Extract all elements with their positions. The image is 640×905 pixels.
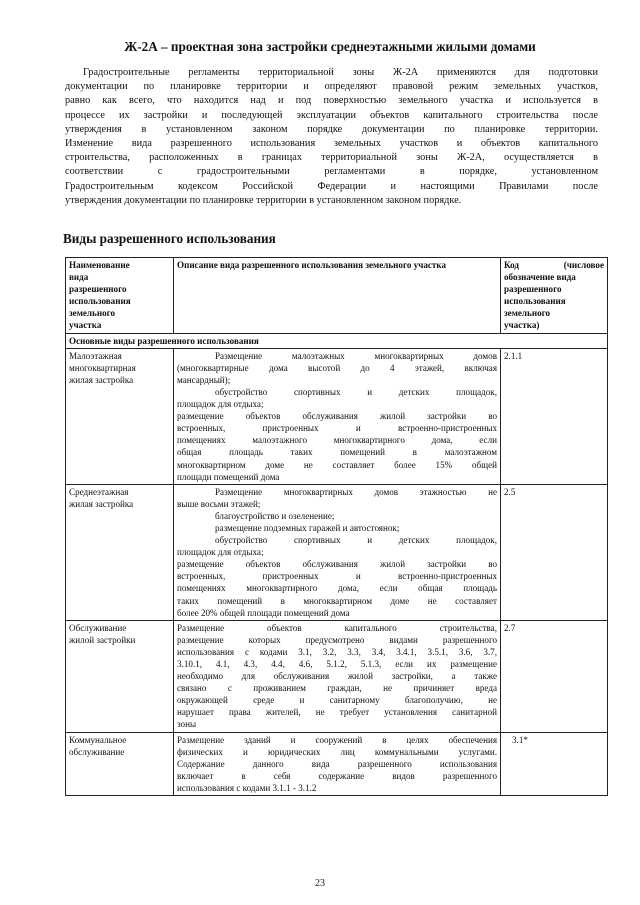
use-name-line: многоквартирная — [69, 362, 136, 373]
description-line: многоквартирном доме не составляет более 15% общей — [177, 459, 497, 470]
description-line: Размещение малоэтажных многоквартирных домов — [215, 350, 497, 361]
description-line: нарушает права жителей, не требует установления санитарной — [177, 707, 497, 718]
use-description-cell — [174, 484, 501, 620]
description-line: встроенных, пристроенных и встроенно-пристроенных — [177, 571, 497, 582]
use-code-cell — [501, 348, 608, 484]
description-line: помещениях многоквартирного дома, если общая площадь — [177, 583, 497, 594]
header-use-name-line: Наименование — [69, 260, 130, 270]
description-line: выше восьми этажей; — [177, 498, 261, 509]
description-line: обустройство спортивных и детских площадок, — [215, 386, 497, 397]
header-code-line: использования — [504, 296, 566, 307]
table-row — [66, 620, 608, 732]
description-line: размещение которых предусмотрено видами разрешенного — [177, 634, 497, 645]
intro-line: соответствии с градостроительными регламентами в порядке, установленном — [65, 166, 598, 178]
use-name-cell — [66, 484, 174, 620]
description-line: физических и юридических лиц коммунальными услугами. — [177, 746, 497, 757]
description-line: площади помещений дома — [177, 471, 280, 482]
header-code-line: обозначение вида — [504, 272, 576, 283]
header-description: Описание вида разрешенного использования земельного участка — [174, 258, 501, 334]
header-code-line: разрешенного — [504, 284, 562, 295]
intro-line: Изменение вида разрешенного использования земельных участков и объектов капитального — [65, 138, 598, 150]
description-line: площадок для отдыха; — [177, 399, 264, 410]
intro-paragraph — [65, 66, 598, 208]
intro-line: равно как всего, что находится над и под поверхностью земельного участка и используется в — [65, 95, 598, 107]
use-name-line: жилая застройка — [69, 374, 134, 385]
use-name-cell — [66, 732, 174, 795]
group-label: Основные виды разрешенного использования — [66, 333, 608, 348]
use-description-cell — [174, 732, 501, 795]
section-heading: Виды разрешенного использования — [63, 231, 276, 246]
use-name-line: Обслуживание — [69, 622, 127, 633]
use-name-cell — [66, 348, 174, 484]
use-code-cell — [501, 484, 608, 620]
table-row — [66, 732, 608, 795]
permitted-uses-table — [65, 257, 608, 796]
use-name-cell — [66, 620, 174, 732]
use-name-line: Малоэтажная — [69, 350, 122, 361]
description-line: 3.10.1, 4.1, 4.3, 4.4, 4.6, 5.1.2, 5.1.3, если их размещение — [177, 659, 497, 669]
header-code — [501, 258, 608, 334]
use-code: 2.1.1 — [504, 350, 523, 361]
header-use-name-line: участка — [69, 320, 102, 331]
description-line: размещение объектов обслуживания жилой застройки во — [177, 411, 497, 422]
table-header-row — [66, 258, 608, 334]
header-use-name — [66, 258, 174, 334]
description-line: встроенных, пристроенных и встроенно-пристроенных — [177, 423, 497, 434]
description-line: размещение объектов обслуживания жилой застройки во — [177, 559, 497, 570]
description-line: зоны — [177, 719, 197, 730]
use-code-cell — [501, 620, 608, 732]
description-line: (многоквартирные дома высотой до 4 этажей, включая — [177, 362, 497, 373]
use-description-cell — [174, 620, 501, 732]
intro-line: утверждения документации по планировке территории в установленном законом порядке. — [65, 194, 462, 206]
use-name-line: Среднеэтажная — [69, 486, 129, 497]
intro-line: процессе их застройки и последующей эксплуатации объектов капитального строительства после — [65, 109, 598, 121]
description-line: более 20% общей площади помещений дома — [177, 607, 350, 618]
description-line: необходимо для обслуживания жилой застройки, а также — [177, 671, 497, 682]
use-name-line: жилая застройка — [69, 498, 134, 509]
use-code: 2.7 — [504, 622, 516, 633]
table-row — [66, 484, 608, 620]
description-line: благоустройство и озеленение; — [215, 510, 335, 521]
group-row — [66, 333, 608, 348]
header-use-name-line: использования — [69, 296, 131, 307]
description-line: Размещение объектов капитального строительства, — [177, 622, 497, 633]
description-line: таких помещений в многоквартирном доме не составляет — [177, 595, 497, 606]
header-code-line: участка) — [504, 320, 540, 331]
description-line: общая площадь таких помещений в малоэтажном — [177, 447, 497, 458]
description-line: Размещение многоквартирных домов этажностью не — [215, 486, 497, 497]
description-line: использования с кодами 3.1.1 - 3.1.2 — [177, 782, 317, 793]
description-line: включает в себя содержание видов разрешенного — [177, 770, 497, 781]
use-code: 2.5 — [504, 486, 516, 497]
use-name-line: Коммунальное — [69, 734, 127, 745]
description-line: Размещение зданий и сооружений в целях обеспечения — [177, 734, 497, 745]
header-code-line: Код (числовое — [504, 260, 604, 270]
table-row — [66, 348, 608, 484]
intro-line: утверждения в установленном законом порядке документации по планировке территории. — [65, 123, 598, 135]
intro-line: строительства, расположенных в границах территориальной зоны Ж-2А, осуществляется в — [65, 152, 598, 164]
header-use-name-line: разрешенного — [69, 284, 127, 295]
use-name-line: обслуживание — [69, 746, 125, 757]
page-number: 23 — [315, 878, 325, 889]
description-line: площадок для отдыха; — [177, 547, 264, 558]
use-code: 3.1* — [512, 734, 528, 745]
description-line: размещение подземных гаражей и автостоянок; — [215, 522, 400, 533]
description-line: связано с проживанием граждан, не причиняет вреда — [177, 683, 497, 694]
description-line: использования с кодами 3.1, 3.2, 3.3, 3.4, 3.4.1, 3.5.1, 3.6, 3.7, — [177, 646, 497, 657]
description-line: Содержание данного вида разрешенного использования — [177, 758, 497, 769]
use-description-cell — [174, 348, 501, 484]
description-line: помещениях малоэтажного многоквартирного дома, если — [177, 435, 497, 446]
intro-line: документации по планировке территории и определяют правовой режим земельных участков, — [65, 81, 598, 93]
intro-line: Градостроительные регламенты территориальной зоны Ж-2А применяются для подготовки — [83, 67, 598, 78]
header-code-line: земельного — [504, 308, 551, 319]
header-use-name-line: земельного — [69, 308, 116, 319]
description-line: окружающей среде и санитарному благополучию, не — [177, 695, 497, 706]
description-line: обустройство спортивных и детских площадок, — [215, 535, 497, 546]
description-line: мансардный); — [177, 374, 231, 385]
intro-line: Градостроительным кодексом Российской Федерации и настоящими Правилами после — [65, 180, 598, 192]
header-use-name-line: вида — [69, 272, 89, 283]
page-title: Ж-2А – проектная зона застройки среднеэтажными жилыми домами — [124, 39, 536, 54]
use-name-line: жилой застройки — [69, 634, 136, 645]
use-code-cell — [501, 732, 608, 795]
